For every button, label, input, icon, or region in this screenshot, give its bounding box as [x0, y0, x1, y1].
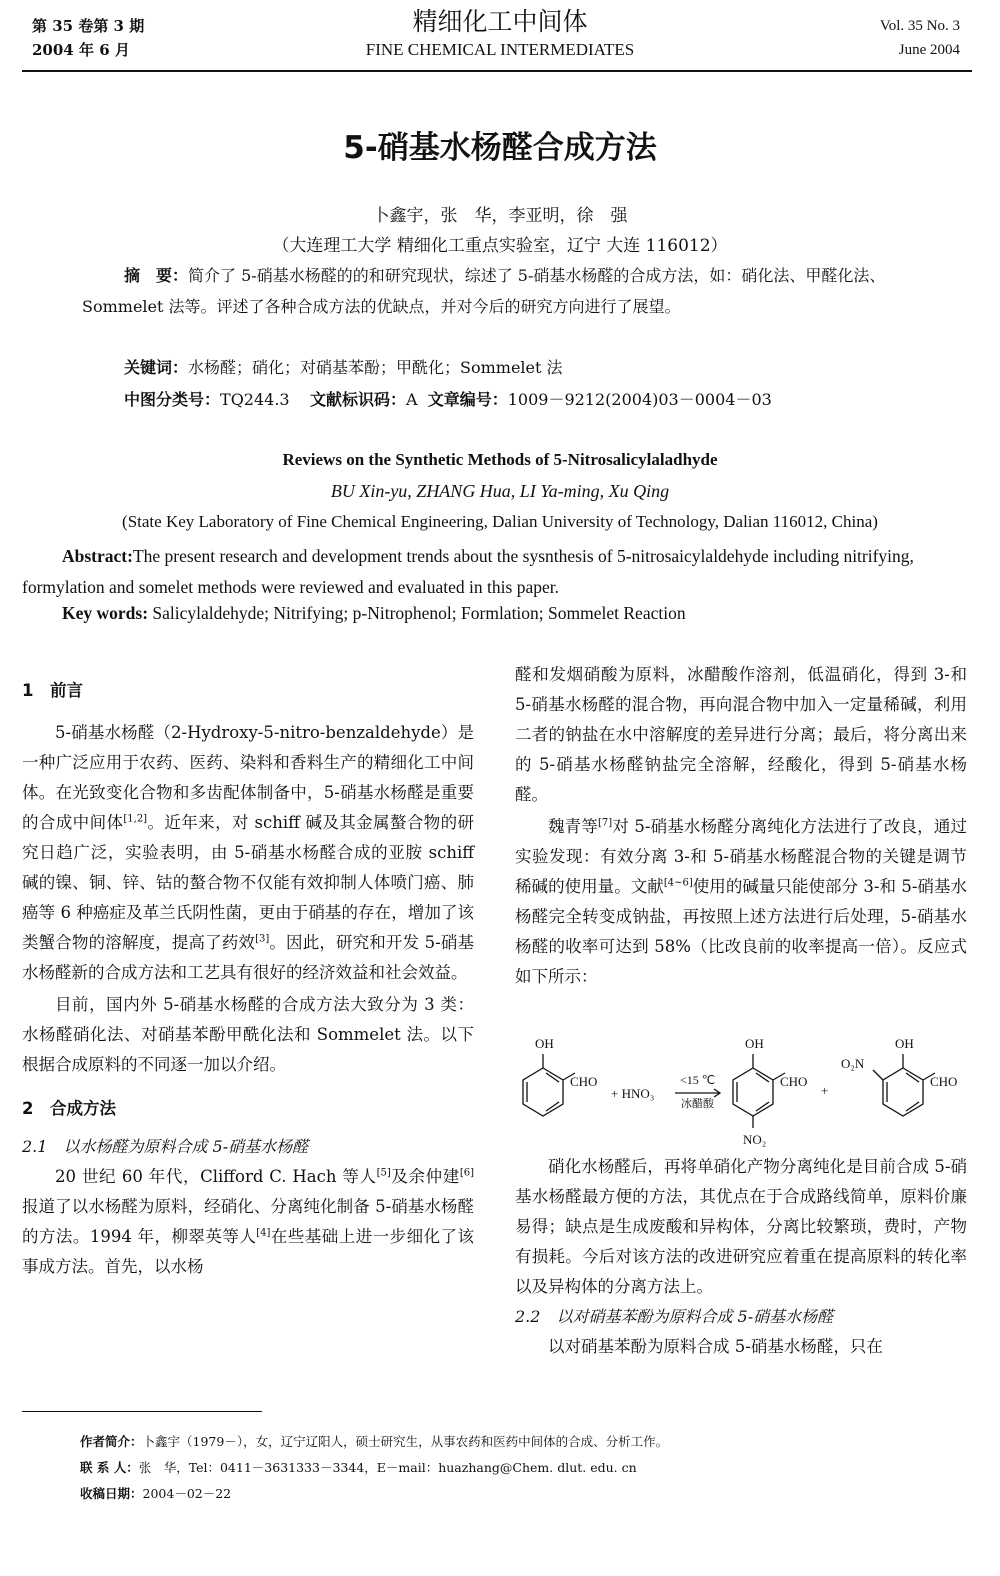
reaction-scheme	[515, 1032, 975, 1154]
keywords-cn-label: 关键词：	[124, 358, 189, 377]
authors-en: BU Xin-yu, ZHANG Hua, LI Ya-ming, Xu Qing	[330, 481, 670, 501]
classification-line	[124, 387, 924, 410]
ref-7: [7]	[597, 817, 613, 829]
date-en: June 2004	[898, 42, 960, 58]
reactant-oh-label: OH	[535, 1036, 554, 1051]
volume-issue-en: Vol. 35 No. 3	[879, 18, 960, 34]
product-3-nitro-ring	[883, 1068, 923, 1116]
abstract-cn-text: 简介了 5-硝基水杨醛的的和研究现状，综述了 5-硝基水杨醛的合成方法，如：硝化法、甲醛化法、Sommelet 法等。评述了各种合成方法的优缺点，并对今后的研究方向进行了展望。	[82, 266, 886, 316]
abstract-en-text: The present research and development trends about the sysnthesis of 5-nitrosaicylaldehyde including nitrifying, formylation and somelet methods were reviewed and evaluated in this paper.	[22, 546, 914, 597]
doc-code-value: A	[405, 390, 418, 409]
volume-issue-cn: 第 35 卷第 3 期	[32, 17, 145, 35]
ref-5: [5]	[376, 1167, 391, 1179]
article-no-label: 文章编号：	[427, 390, 508, 409]
footnote-author-text: 卜鑫宇（1979－），女，辽宁辽阳人，硕士研究生，从事农药和医药中间体的合成、分析工作。	[142, 1434, 669, 1449]
paragraph-2-1	[22, 1162, 474, 1282]
product-a-oh-label: OH	[745, 1036, 764, 1051]
footnote-contact-text: 张 华，Tel：0411－3631333－3344，E－mail：huazhang@Chem. dlut. edu. cn	[138, 1460, 637, 1475]
section-heading-methods: 2 合成方法	[22, 1099, 116, 1118]
affiliation-cn: （大连理工大学 精细化工重点实验室，辽宁 大连 116012）	[272, 236, 728, 256]
paragraph-intro-1	[22, 718, 474, 988]
paragraph-intro-2: 目前，国内外 5-硝基水杨醛的合成方法大致分为 3 类：水杨醛硝化法、对硝基苯酚甲酰化法和 Sommelet 法。以下根据合成原料的不同逐一加以介绍。	[22, 995, 474, 1074]
footnote-rule	[22, 1411, 262, 1412]
ref-4: [4]	[256, 1227, 271, 1239]
abstract-cn	[82, 260, 920, 322]
issue-info-en	[880, 14, 960, 62]
product-a-no2-label: NO₂	[743, 1132, 767, 1147]
paragraph-wei-a: 魏青等	[548, 817, 598, 836]
abstract-en	[22, 541, 972, 603]
footnote-date-text: 2004－02－22	[142, 1486, 232, 1501]
condition-solvent-label: 冰醋酸	[681, 1097, 714, 1110]
paragraph-nitration-summary: 硝化水杨醛后，再将单硝化产物分离纯化是目前合成 5-硝基水杨醛最方便的方法，其优点在于合成路线简单，原料价廉易得；缺点是生成废酸和异构体，分离比较繁琐，费时，产物有损耗。今后对该方法的改进研究应着重在提高原料的转化率以及异构体的分离方法上。	[515, 1157, 967, 1296]
reactant-cho-label: CHO	[570, 1074, 598, 1089]
left-column	[22, 676, 474, 1282]
right-column-top	[515, 660, 967, 992]
subsection-heading-2-2: 2.2 以对硝基苯酚为原料合成 5-硝基水杨醛	[515, 1307, 834, 1326]
product-a-cho-label: CHO	[780, 1074, 808, 1089]
ref-6: [6]	[459, 1167, 475, 1179]
paragraph-2-1-cont: 醛和发烟硝酸为原料，冰醋酸作溶剂，低温硝化，得到 3-和 5-硝基水杨醛的混合物，再向混合物中加入一定量稀碱，利用二者的钠盐在水中溶解度的差异进行分离；最后，将分离出来的 5-硝基水杨醛钠盐完全溶解，经酸化，得到 5-硝基水杨醛。	[515, 665, 967, 804]
footnote-author-label: 作者简介：	[80, 1434, 143, 1449]
paragraph-2-1-a: 20 世纪 60 年代，Clifford C. Hach 等人	[55, 1167, 377, 1186]
journal-name-en: FINE CHEMICAL INTERMEDIATES	[365, 40, 635, 59]
footnote-contact-label: 联 系 人：	[80, 1460, 139, 1475]
journal-name	[300, 6, 700, 62]
condition-temp-label: <15 ℃	[680, 1073, 716, 1087]
header-rule	[22, 70, 972, 72]
doc-code-label: 文献标识码：	[309, 390, 406, 409]
issue-info	[32, 14, 144, 62]
paragraph-intro-1-c: 。因此，研究和开发 5-硝基水杨醛新的合成方法和工艺具有很好的经济效益和社会效益。	[22, 933, 474, 982]
footnote-author	[80, 1430, 960, 1454]
keywords-en	[62, 603, 982, 624]
paragraph-2-1-b: 及余仲建	[390, 1167, 460, 1186]
article-no-value: 1009－9212(2004)03－0004－03	[507, 390, 772, 409]
product-b-oh-label: OH	[895, 1036, 914, 1051]
product-b-cho-label: CHO	[930, 1074, 958, 1089]
section-heading-intro: 1 前言	[22, 681, 83, 700]
clc-value: TQ244.3	[220, 390, 290, 409]
footnote-date-label: 收稿日期：	[80, 1486, 143, 1501]
paper-title-cn: 5-硝基水杨醛合成方法	[343, 130, 657, 166]
paragraph-wei-c: 使用的碱量只能使部分 3-和 5-硝基水杨醛完全转变成钠盐，再按照上述方法进行后处理，5-硝基水杨醛的收率可达到 58%（比改良前的收率提高一倍）。反应式如下所示：	[515, 877, 968, 986]
product-b-o2n-label: O₂N	[841, 1056, 865, 1071]
keywords-cn-text: 水杨醛；硝化；对硝基苯酚；甲酰化；Sommelet 法	[188, 358, 563, 377]
keywords-en-label: Key words:	[62, 603, 149, 623]
footnote-contact	[80, 1456, 960, 1480]
reagent-hno3-label: + HNO₃	[611, 1086, 655, 1101]
paragraph-2-1-wei	[515, 812, 967, 992]
paragraph-wei-b: 对 5-硝基水杨醛分离纯化方法进行了改良，通过实验发现：有效分离 3-和 5-硝基水杨醛混合物的关键是调节稀碱的使用量。文献	[515, 817, 967, 896]
salicylaldehyde-ring	[523, 1068, 563, 1116]
paragraph-intro-1-b: 。近年来，对 schiff 碱及其金属螯合物的研究日趋广泛，实验表明，由 5-硝基水杨醛合成的亚胺 schiff 碱的镍、铜、锌、钴的螯合物不仅能有效抑制人体喷门癌、肺癌等 6 种癌症及革兰氏阴性菌，更由于硝基的存在，增加了该类蟹合物的溶解度，提高了药效	[22, 813, 475, 952]
plus-sign: +	[821, 1083, 829, 1098]
keywords-en-text: Salicylaldehyde; Nitrifying; p-Nitrophenol; Formlation; Sommelet Reaction	[152, 603, 686, 623]
abstract-cn-label: 摘 要：	[124, 266, 189, 285]
journal-name-cn: 精细化工中间体	[412, 7, 588, 36]
paragraph-2-2: 以对硝基苯酚为原料合成 5-硝基水杨醛，只在	[548, 1337, 883, 1356]
abstract-en-label: Abstract:	[62, 546, 133, 566]
product-5-nitro-ring	[733, 1068, 773, 1116]
paper-title-en: Reviews on the Synthetic Methods of 5-Nitrosalicylaladhyde	[282, 450, 718, 469]
paragraph-2-1-c: 报道了以水杨醛为原料，经硝化、分离纯化制备 5-硝基水杨醛的方法。1994 年，柳翠英等人	[22, 1197, 474, 1246]
date-cn: 2004 年 6 月	[32, 41, 130, 59]
subsection-heading-2-1: 2.1 以水杨醛为原料合成 5-硝基水杨醛	[22, 1137, 309, 1156]
clc-label: 中图分类号：	[124, 390, 221, 409]
ref-4-6: [4~6]	[663, 877, 693, 889]
paragraph-intro-1-a: 5-硝基水杨醛（2-Hydroxy-5-nitro-benzaldehyde）是一种广泛应用于农药、医药、染料和香料生产的精细化工中间体。在光致变化合物和多齿配体制备中，5-硝基水杨醛是重要的合成中间体	[22, 723, 474, 832]
ref-1-2: [1,2]	[123, 813, 148, 825]
ref-3: [3]	[255, 933, 270, 945]
footnote-date	[80, 1482, 960, 1506]
right-column-bottom	[515, 1152, 967, 1362]
paragraph-2-1-d: 在些基础上进一步细化了该事成方法。首先，以水杨	[22, 1227, 474, 1276]
keywords-cn	[124, 355, 924, 378]
authors-cn: 卜鑫宇，张 华，李亚明，徐 强	[372, 206, 628, 226]
affiliation-en: (State Key Laboratory of Fine Chemical Engineering, Dalian University of Technology, Dalian 116012, China)	[122, 512, 878, 531]
